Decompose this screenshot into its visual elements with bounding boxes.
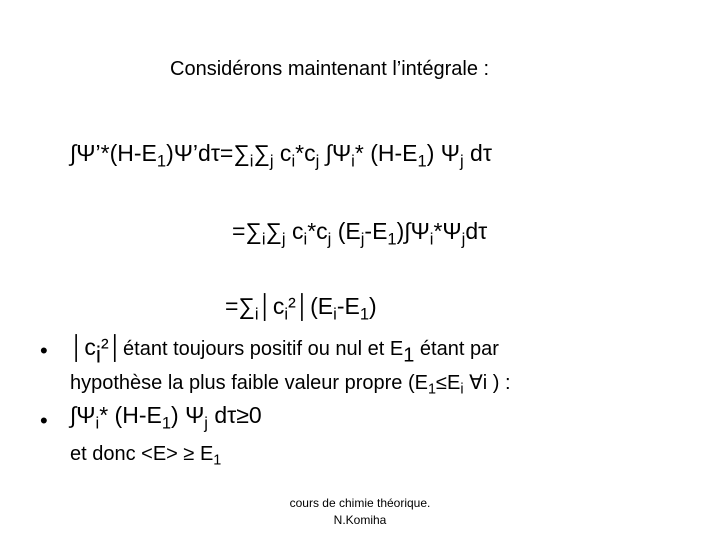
equation-2: [232, 218, 488, 249]
eq1-part-e: *c: [295, 140, 316, 166]
title-text: Considérons maintenant l’intégrale :: [170, 58, 490, 80]
bullet1-ci-b: ²│: [101, 334, 124, 360]
bullet1-line2-c: ∀i ) :: [463, 372, 511, 394]
eq3-part-a: =∑: [225, 293, 255, 319]
bullet-2-marker: •: [40, 408, 48, 433]
bullet2-sub-b: 1: [161, 413, 172, 433]
eq2-sub-f: 1: [387, 229, 397, 249]
eq2-part-f: -E: [364, 218, 388, 244]
eq3-sub-c: i: [333, 304, 337, 324]
bullet-1-line-2: [70, 370, 511, 398]
eq1-part-c: ∑: [253, 140, 270, 166]
eq1-sub-c: j: [269, 151, 274, 171]
eq1-part-d: c: [273, 140, 292, 166]
eq3-part-c: ²│(E: [288, 293, 334, 319]
eq1-sub-e: j: [315, 151, 320, 171]
bullet2-part-c: ) Ψ: [171, 402, 205, 428]
eq2-part-i: dτ: [465, 218, 488, 244]
eq1-sub-b: i: [249, 151, 254, 171]
eq2-part-d: *c: [307, 218, 328, 244]
bullet-2-line: [70, 402, 262, 433]
eq1-sub-d: i: [291, 151, 296, 171]
bullet1-ci-sub: i: [95, 341, 101, 368]
eq3-part-b: │c: [258, 293, 285, 319]
eq1-part-a: ∫Ψ’*(H-E: [70, 140, 157, 166]
eq2-part-a: =∑: [232, 218, 262, 244]
bullet1-line2-a: hypothèse la plus faible valeur propre (E: [70, 372, 428, 394]
bullet2-part-b: * (H-E: [99, 402, 162, 428]
eq3-part-e: ): [369, 293, 377, 319]
eq1-part-h: ) Ψ: [426, 140, 460, 166]
eq2-part-b: ∑: [265, 218, 282, 244]
bullet2-sub-c: j: [204, 413, 208, 433]
footer-course: cours de chimie théorique.: [289, 496, 431, 510]
eq2-part-h: *Ψ: [433, 218, 462, 244]
eq2-sub-e: j: [360, 229, 365, 249]
bullet2-part-d: dτ≥0: [207, 402, 262, 428]
equation-1: [70, 140, 492, 171]
eq1-part-i: dτ: [463, 140, 492, 166]
eq1-sub-a: 1: [156, 151, 167, 171]
bullet1-text-d: étant par: [414, 338, 499, 360]
eq2-part-c: c: [285, 218, 304, 244]
eq1-part-b: )Ψ’dτ=∑: [166, 140, 250, 166]
equation-3: [225, 293, 377, 324]
footer-author: N.Komiha: [333, 513, 387, 527]
eq2-part-g: )∫Ψ: [396, 218, 430, 244]
bullet1-sub-c: 1: [403, 344, 415, 367]
footer: [260, 495, 460, 529]
bullet-1-line-1: [70, 334, 499, 368]
conclusion-line: [70, 443, 222, 469]
conclusion-text: et donc <E> ≥ E: [70, 443, 214, 465]
eq1-sub-f: i: [351, 151, 355, 171]
eq1-sub-g: 1: [417, 151, 427, 171]
eq3-part-d: -E: [336, 293, 360, 319]
eq2-sub-h: j: [461, 229, 466, 249]
eq2-sub-b: j: [281, 229, 286, 249]
eq1-part-f: ∫Ψ: [319, 140, 352, 166]
eq2-sub-c: i: [303, 229, 308, 249]
bullet2-sub-a: i: [95, 413, 100, 433]
eq3-sub-d: 1: [359, 304, 370, 324]
eq1-part-g: * (H-E: [354, 140, 418, 166]
eq2-sub-a: i: [261, 229, 266, 249]
bullet1-text-c: étant toujours positif ou nul et E: [123, 338, 404, 360]
bullet1-line2-sub-a: 1: [428, 381, 437, 398]
eq2-part-e: (E: [331, 218, 361, 244]
eq2-sub-d: j: [327, 229, 332, 249]
conclusion-sub: 1: [213, 452, 222, 469]
bullet1-ci-a: │c: [70, 334, 96, 360]
bullet1-line2-sub-b: i: [460, 381, 464, 398]
eq3-sub-a: i: [254, 304, 259, 324]
bullet-1-marker: •: [40, 338, 48, 363]
eq1-sub-h: j: [459, 151, 464, 171]
bullet1-line2-b: ≤E: [436, 372, 461, 394]
eq3-sub-b: i: [284, 304, 289, 324]
slide-title: [170, 58, 489, 81]
eq2-sub-g: i: [429, 229, 434, 249]
bullet2-part-a: ∫Ψ: [70, 402, 96, 428]
